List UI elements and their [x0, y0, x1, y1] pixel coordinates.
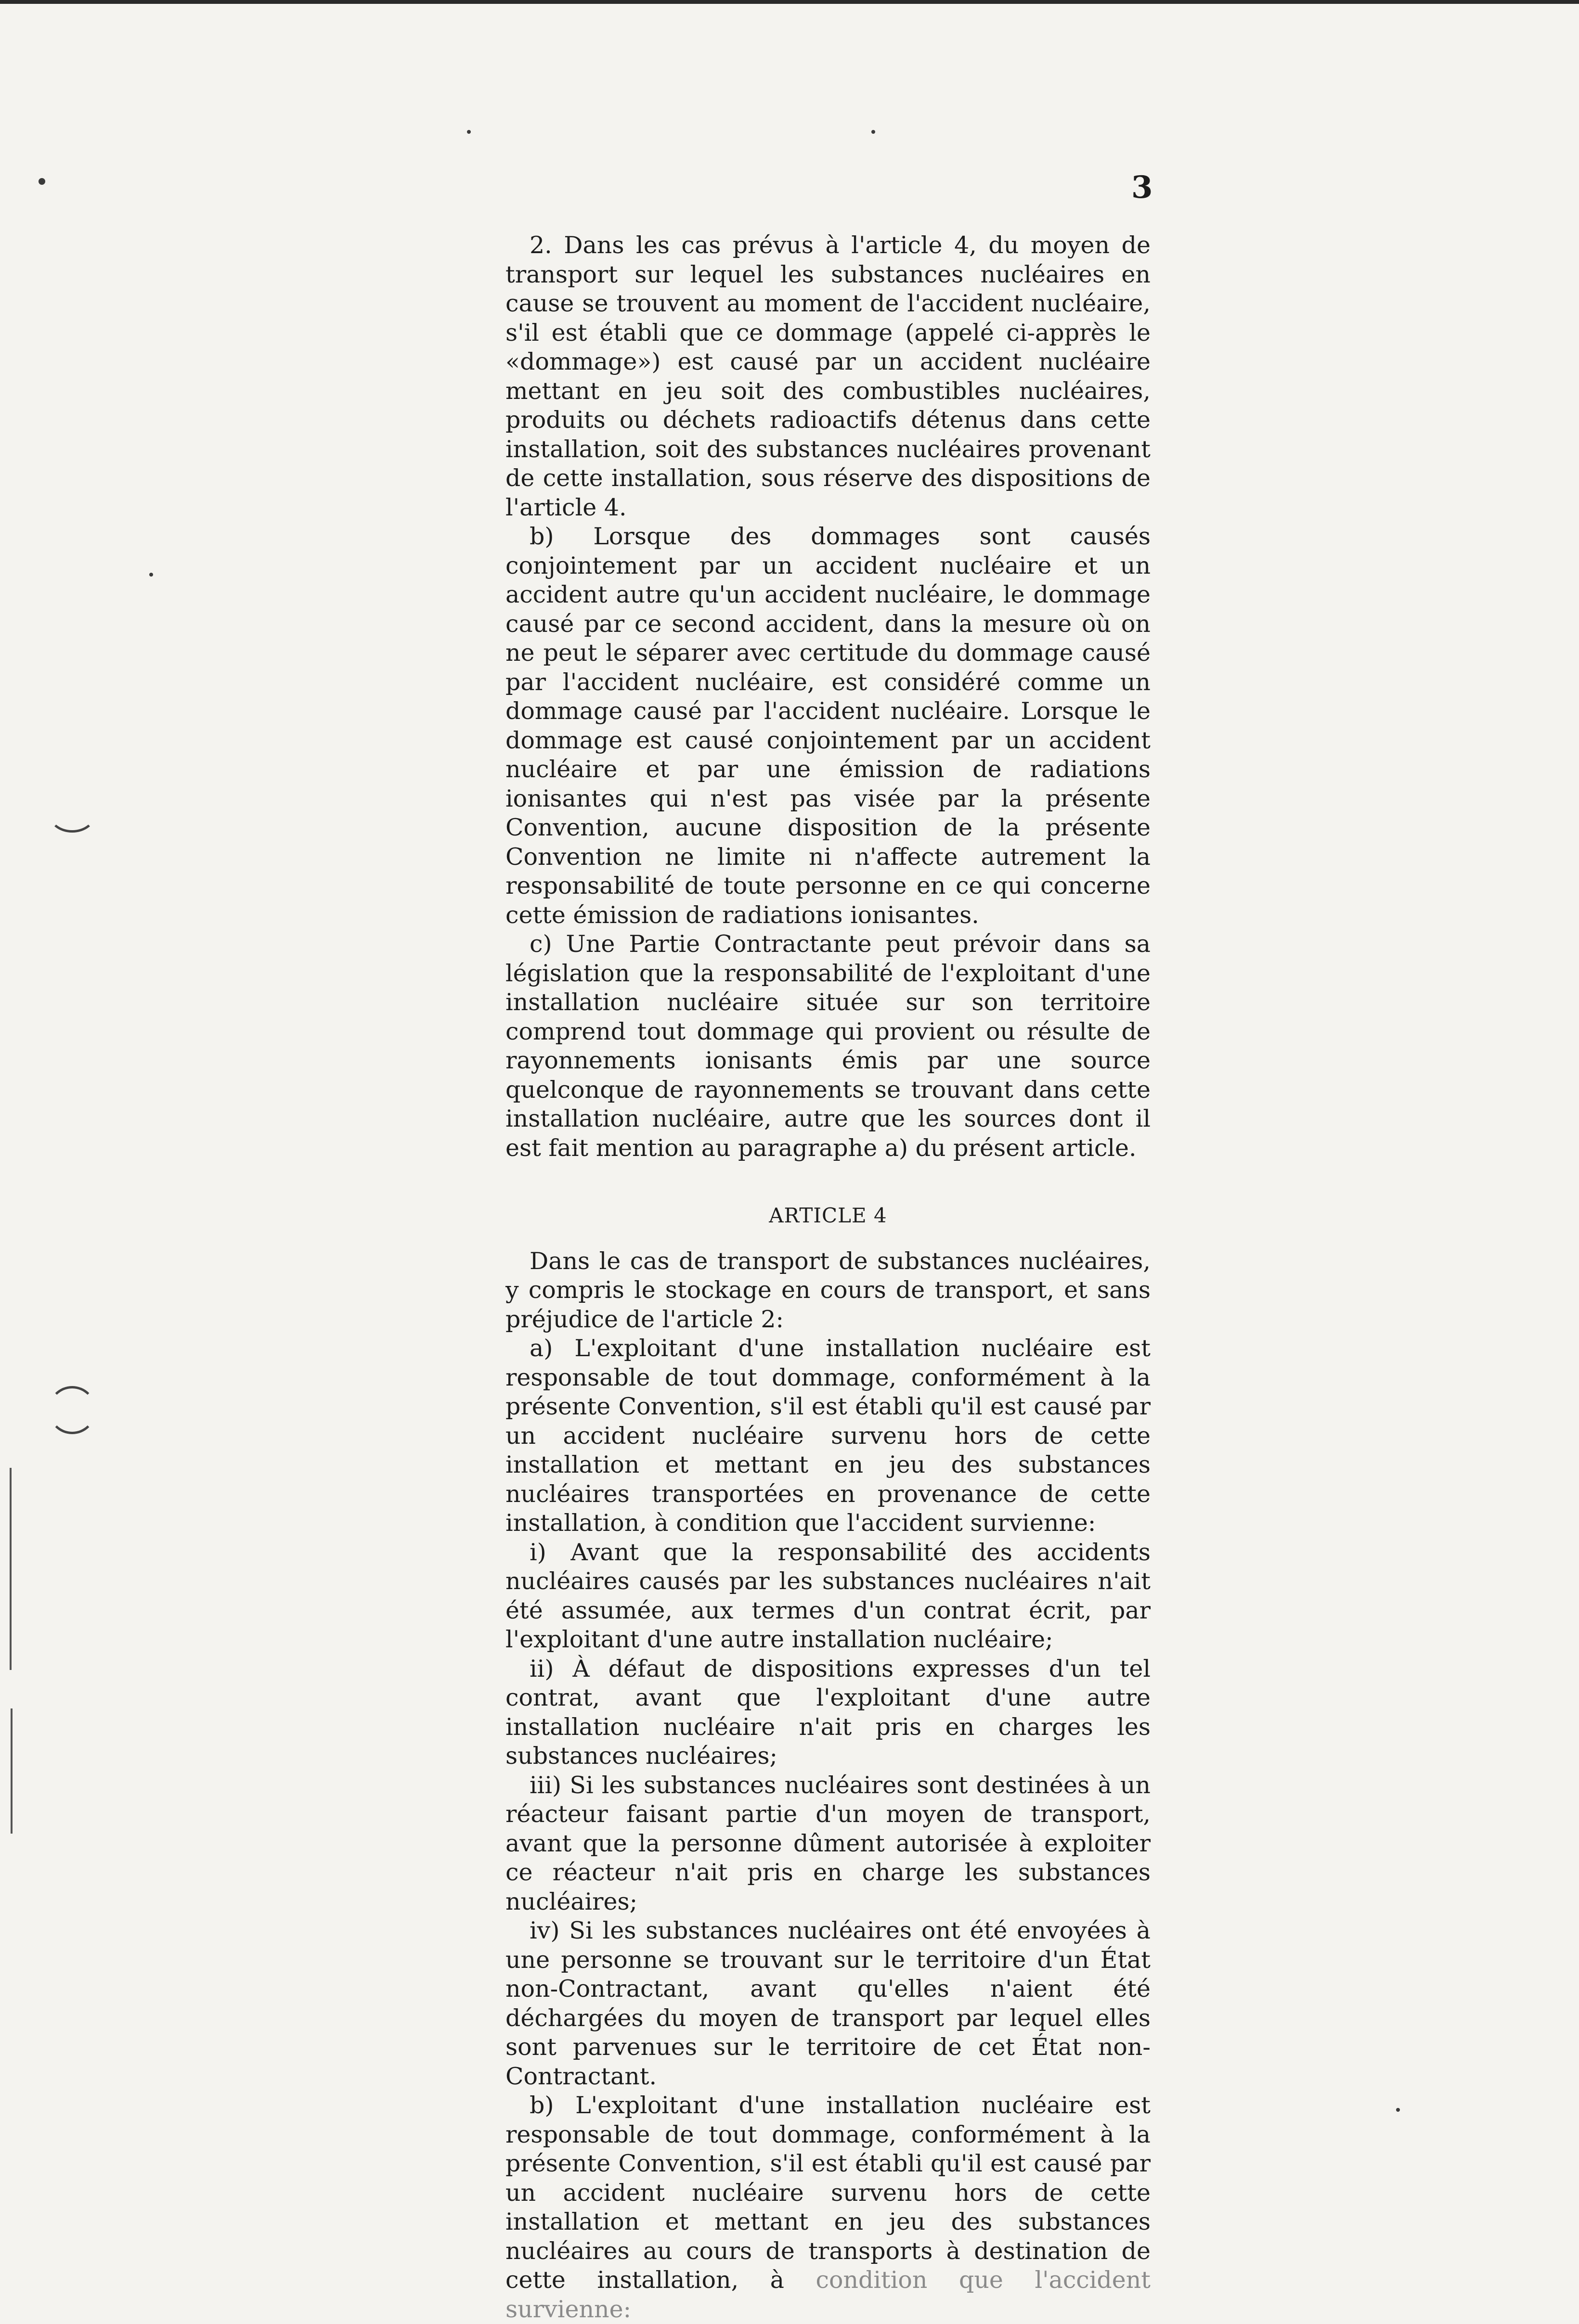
binding-hole-mark [48, 1386, 96, 1434]
article-4-intro: Dans le cas de transport de substances nucléaires, y compris le stockage en cours de transport, et sans préjudice de l'article 2: [505, 1247, 1151, 1333]
article-4-heading: ARTICLE 4 [769, 1204, 887, 1227]
article-4-item-i: i) Avant que la responsabilité des accidents nucléaires causés par les substances nucléaires n'ait été assumée, aux termes d'un contrat écrit, par l'exploitant d'une autre installation nucléaire; [505, 1538, 1151, 1653]
article-4-item-iii: iii) Si les substances nucléaires sont destinées à un réacteur faisant partie d'un moyen de transport, avant que la personne dûment autorisée à exploiter ce réacteur n'ait pris en charge les substances nucléaires; [505, 1771, 1151, 1915]
article-3-paragraph-c: c) Une Partie Contractante peut prévoir dans sa législation que la responsabilité de l'exploitant d'une installation nucléaire située sur son territoire comprend tout dommage qui provient ou résulte de rayonnements ionisants émis par une source quelconque de rayonnements se trouvant dans cette installation nucléaire, autre que les sources dont il est fait mention au paragraphe a) du présent article. [505, 930, 1151, 1162]
scan-speck [149, 573, 153, 577]
page-number: 3 [1131, 169, 1153, 205]
binding-hole-mark [48, 794, 96, 833]
article-4-item-iv: iv) Si les substances nucléaires ont été envoyées à une personne se trouvant sur le territoire d'un État non-Contractant, avant qu'elles n'aient été déchargées du moyen de transport par lequel elles sont parvenues sur le territoire de cet État non-Contractant. [505, 1917, 1151, 2090]
scan-edge-line [10, 1468, 12, 1670]
scan-edge-line [11, 1708, 13, 1834]
scan-speck [39, 178, 45, 185]
article-4-paragraph-b-text: b) L'exploitant d'une installation nucléaire est responsable de tout dommage, conformément à la présente Convention, s'il est établi qu'il est causé par un accident nucléaire survenu hors de cette installation et mettant en jeu des substances nucléaires au cours de transports à destination de cette installation, à [505, 2092, 1151, 2294]
article-3-paragraph-2: 2. Dans les cas prévus à l'article 4, du moyen de transport sur lequel les substances nucléaires en cause se trouvent au moment de l'accident nucléaire, s'il est établi que ce dommage (appelé ci-apprès le «dommage») est causé par un accident nucléaire mettant en jeu soit des combustibles nucléaires, produits ou déchets radioactifs détenus dans cette installation, soit des substances nucléaires provenant de cette installation, sous réserve des dispositions de l'article 4. [505, 231, 1151, 521]
article-3-paragraph-b: b) Lorsque des dommages sont causés conjointement par un accident nucléaire et un accident autre qu'un accident nucléaire, le dommage causé par ce second accident, dans la mesure où on ne peut le séparer avec certitude du dommage causé par l'accident nucléaire, est considéré comme un dommage causé par l'accident nucléaire. Lorsque le dommage est causé conjointement par un accident nucléaire et par une émission de radiations ionisantes qui n'est pas visée par la présente Convention, aucune disposition de la présente Convention ne limite ni n'affecte autrement la responsabilité de toute personne en ce qui concerne cette émission de radiations ionisantes. [505, 523, 1151, 929]
scan-speck [1396, 2108, 1400, 2112]
section-spacer [505, 1163, 1151, 1182]
article-4-item-ii: ii) À défaut de dispositions expresses d'un tel contrat, avant que l'exploitant d'une autre installation nucléaire n'ait pris en charges les substances nucléaires; [505, 1655, 1151, 1770]
article-4-paragraph-a: a) L'exploitant d'une installation nucléaire est responsable de tout dommage, conformément à la présente Convention, s'il est établi qu'il est causé par un accident nucléaire survenu hors de cette installation et mettant en jeu des substances nucléaires transportées en provenance de cette installation, à condition que l'accident survienne: [505, 1335, 1151, 1537]
scan-speck [871, 130, 875, 134]
article-4-paragraph-b [505, 2091, 1151, 2324]
scan-speck [467, 130, 471, 134]
document-body [505, 231, 1151, 2324]
top-border-line [0, 0, 1579, 4]
article-4-paragraph-b-faded-text: condition que l'accident survienne: [505, 2266, 1151, 2323]
